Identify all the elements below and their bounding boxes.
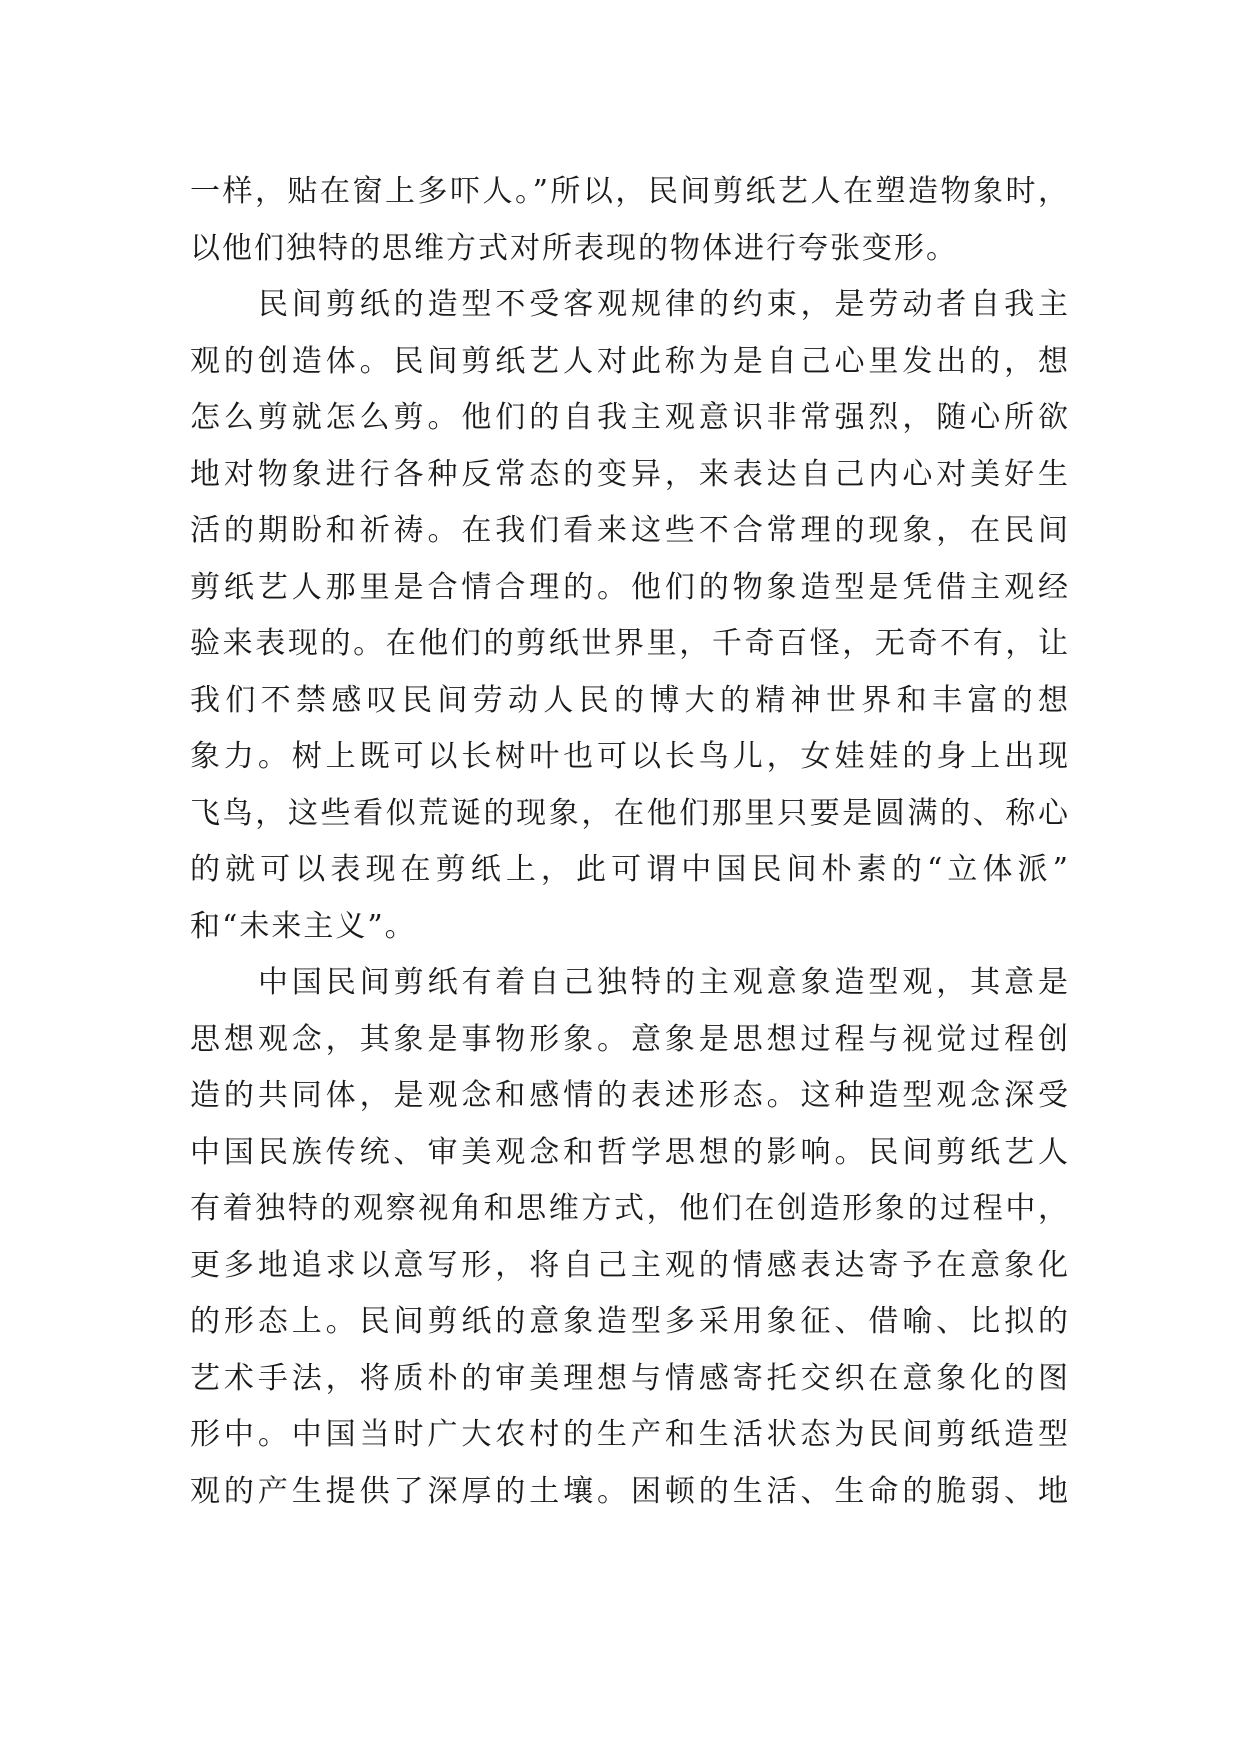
text-line: 验来表现的。在他们的剪纸世界里，千奇百怪，无奇不有，让 bbox=[190, 626, 1070, 661]
text-line: 艺术手法，将质朴的审美理想与情感寄托交织在意象化的图 bbox=[190, 1360, 1070, 1396]
text-line: 有着独特的观察视角和思维方式，他们在创造形象的过程中， bbox=[190, 1191, 1070, 1226]
text-line: 象力。树上既可以长树叶也可以长鸟儿，女娃娃的身上出现 bbox=[190, 739, 1070, 774]
text-line: 观的创造体。民间剪纸艺人对此称为是自己心里发出的，想 bbox=[190, 343, 1070, 379]
body-text bbox=[190, 164, 1070, 1520]
text-line: 中国民族传统、审美观念和哲学思想的影响。民间剪纸艺人 bbox=[190, 1134, 1070, 1170]
text-line: 地对物象进行各种反常态的变异，来表达自己内心对美好生 bbox=[190, 456, 1070, 492]
text-line: 活的期盼和祈祷。在我们看来这些不合常理的现象，在民间 bbox=[190, 513, 1070, 548]
text-line: 我们不禁感叹民间劳动人民的博大的精神世界和丰富的想 bbox=[190, 682, 1070, 718]
text-line: 以他们独特的思维方式对所表现的物体进行夸张变形。 bbox=[190, 230, 958, 266]
paragraph-1 bbox=[190, 164, 1070, 277]
text-line: 怎么剪就怎么剪。他们的自我主观意识非常强烈，随心所欲 bbox=[190, 400, 1070, 435]
text-line: 更多地追求以意写形，将自己主观的情感表达寄予在意象化 bbox=[190, 1247, 1070, 1283]
text-line: 中国民间剪纸有着自己独特的主观意象造型观，其意是 bbox=[258, 965, 1070, 1000]
text-line: 的形态上。民间剪纸的意象造型多采用象征、借喻、比拟的 bbox=[190, 1304, 1070, 1339]
text-line: 飞鸟，这些看似荒诞的现象，在他们那里只要是圆满的、称心 bbox=[190, 795, 1070, 831]
text-line: 和“未来主义”。 bbox=[190, 908, 417, 944]
text-line: 民间剪纸的造型不受客观规律的约束，是劳动者自我主 bbox=[258, 287, 1070, 322]
text-line: 思想观念，其象是事物形象。意象是思想过程与视觉过程创 bbox=[190, 1021, 1070, 1057]
text-line: 造的共同体，是观念和感情的表述形态。这种造型观念深受 bbox=[190, 1078, 1070, 1113]
paragraph-3 bbox=[190, 955, 1070, 1520]
text-line: 的就可以表现在剪纸上，此可谓中国民间朴素的“立体派” bbox=[190, 852, 1070, 887]
text-line: 剪纸艺人那里是合情合理的。他们的物象造型是凭借主观经 bbox=[190, 569, 1070, 605]
text-line: 观的产生提供了深厚的土壤。困顿的生活、生命的脆弱、地 bbox=[190, 1473, 1070, 1509]
paragraph-2 bbox=[190, 277, 1070, 955]
text-line: 形中。中国当时广大农村的生产和生活状态为民间剪纸造型 bbox=[190, 1417, 1070, 1452]
text-line: 一样，贴在窗上多吓人。”所以，民间剪纸艺人在塑造物象时， bbox=[190, 174, 1070, 209]
